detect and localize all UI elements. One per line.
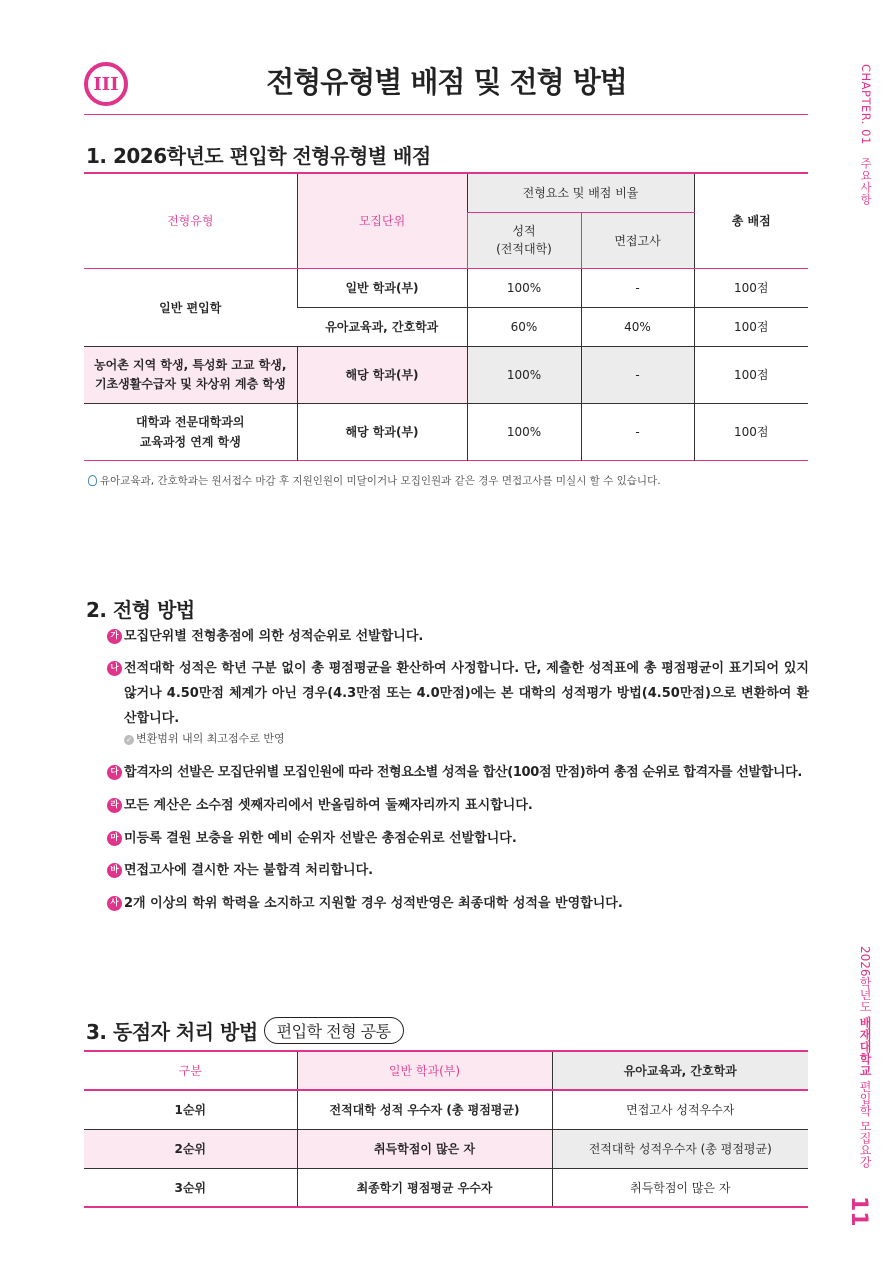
interview-cell: -: [581, 268, 694, 307]
rank-cell: 1순위: [84, 1090, 297, 1129]
type-special-line1: 농어촌 지역 학생, 특성화 고교 학생,: [94, 357, 287, 372]
list-item: [107, 656, 809, 731]
list-marker: 마: [107, 831, 122, 846]
check-shield-icon: ✓: [124, 735, 134, 745]
page-title: 전형유형별 배점 및 전형 방법: [266, 65, 627, 99]
col-header-rank: 구분: [84, 1051, 297, 1090]
special-cell: 전적대학 성적우수자 (총 평점평균): [552, 1129, 808, 1168]
list-item: [107, 793, 809, 818]
grade-cell: 100%: [467, 346, 581, 403]
list-item-text: 모든 계산은 소수점 셋째자리에서 반올림하여 둘째자리까지 표시합니다.: [124, 798, 533, 813]
tiebreak-table: [84, 1050, 808, 1208]
special-cell: 면접고사 성적우수자: [552, 1090, 808, 1129]
section-3-title-text: 3. 동점자 처리 방법: [86, 1020, 258, 1044]
list-item: [107, 624, 809, 649]
col-header-grade-line2: (전적대학): [496, 242, 552, 256]
list-marker: 사: [107, 896, 122, 911]
list-marker: 바: [107, 863, 122, 878]
subnote-text: 변환범위 내의 최고점수로 반영: [136, 732, 285, 745]
section-1-title: 1. 2026학년도 편입학 전형유형별 배점: [86, 144, 431, 168]
unit-cell: 일반 학과(부): [297, 268, 467, 307]
list-item-text: 전적대학 성적은 학년 구분 없이 총 평점평균을 환산하여 사정합니다. 단, 제출한 성적표에 총 평점평균이 표기되어 있지 않거나 4.50만점 체계가 아닌 경우(4.3만점 또는 4.0만점)에는 본 대학의 성적평가 방법(4.50만점)으로 변환하여 환산합니다.: [124, 661, 809, 726]
col-header-ratio: 전형요소 및 배점 비율: [467, 173, 694, 212]
col-header-grade-line1: 성적: [512, 224, 536, 238]
subnote: [124, 730, 285, 746]
special-cell: 취득학점이 많은 자: [552, 1168, 808, 1207]
list-item-text: 면접고사에 결시한 자는 불합격 처리합니다.: [124, 863, 374, 878]
col-header-interview: 면접고사: [581, 212, 694, 268]
page-number: 11: [846, 1196, 871, 1227]
table-note-text: 유아교육과, 간호학과는 원서접수 마감 후 지원인원이 미달이거나 모집인원과 같은 경우 면접고사를 미실시 할 수 있습니다.: [100, 475, 661, 487]
general-cell: 전적대학 성적 우수자 (총 평점평균): [297, 1090, 552, 1129]
score-allocation-table: [84, 172, 808, 461]
list-item-text: 2개 이상의 학위 학력을 소지하고 지원할 경우 성적반영은 최종대학 성적을 반영합니다.: [124, 896, 623, 911]
list-item: [107, 891, 809, 916]
section-2-title: 2. 전형 방법: [86, 598, 195, 622]
unit-cell: 해당 학과(부): [297, 403, 467, 460]
guide-label: [857, 946, 874, 1168]
list-item-text: 모집단위별 전형총점에 의한 성적순위로 선발합니다.: [124, 629, 424, 644]
list-item: [107, 760, 809, 785]
total-cell: 100점: [694, 307, 808, 346]
col-header-type: 전형유형: [84, 173, 297, 268]
list-item: [107, 826, 809, 851]
lightbulb-icon: [88, 475, 97, 486]
common-pill: 편입학 전형 공통: [264, 1017, 404, 1044]
table-note: [88, 473, 661, 488]
list-item-text: 합격자의 선발은 모집단위별 모집인원에 따라 전형요소별 성적을 합산(100점 만점)하여 총점 순위로 합격자를 선발합니다.: [124, 765, 802, 780]
total-cell: 100점: [694, 346, 808, 403]
unit-cell: 유아교육과, 간호학과: [297, 307, 467, 346]
interview-cell: -: [581, 346, 694, 403]
title-divider: [84, 114, 808, 115]
unit-cell: 해당 학과(부): [297, 346, 467, 403]
list-marker: 라: [107, 798, 122, 813]
list-item-text: 미등록 결원 보충을 위한 예비 순위자 선발은 총점순위로 선발합니다.: [124, 831, 517, 846]
type-linked-line2: 교육과정 연계 학생: [139, 434, 241, 449]
list-item: [107, 858, 809, 883]
list-marker: 나: [107, 661, 122, 676]
grade-cell: 60%: [467, 307, 581, 346]
grade-cell: 100%: [467, 268, 581, 307]
type-linked-line1: 대학과 전문대학과의: [135, 414, 245, 429]
section-3-title: [86, 1016, 404, 1045]
total-cell: 100점: [694, 403, 808, 460]
type-special: [84, 346, 297, 403]
chapter-title: 주요사항: [859, 157, 873, 206]
chapter-label: [858, 64, 874, 205]
chapter-number: CHAPTER. 01: [859, 64, 873, 145]
interview-cell: -: [581, 403, 694, 460]
guide-school: 배재대학교: [858, 1016, 872, 1077]
rank-cell: 2순위: [84, 1129, 297, 1168]
type-special-line2: 기초생활수급자 및 차상위 계층 학생: [94, 376, 286, 391]
col-header-general: 일반 학과(부): [297, 1051, 552, 1090]
col-header-unit: 모집단위: [297, 173, 467, 268]
col-header-grade: [467, 212, 581, 268]
total-cell: 100점: [694, 268, 808, 307]
section-number-badge: III: [84, 62, 128, 106]
guide-year: 2026학년도: [858, 946, 872, 1013]
list-marker: 가: [107, 629, 122, 644]
guide-rest: 편입학 모집요강: [858, 1080, 872, 1169]
list-marker: 다: [107, 765, 122, 780]
general-cell: 최종학기 평점평균 우수자: [297, 1168, 552, 1207]
interview-cell: 40%: [581, 307, 694, 346]
general-cell: 취득학점이 많은 자: [297, 1129, 552, 1168]
type-linked: [84, 403, 297, 460]
col-header-special: 유아교육과, 간호학과: [552, 1051, 808, 1090]
rank-cell: 3순위: [174, 1180, 207, 1195]
type-general: 일반 편입학: [84, 268, 297, 346]
grade-cell: 100%: [467, 403, 581, 460]
col-header-total: 총 배점: [694, 173, 808, 268]
